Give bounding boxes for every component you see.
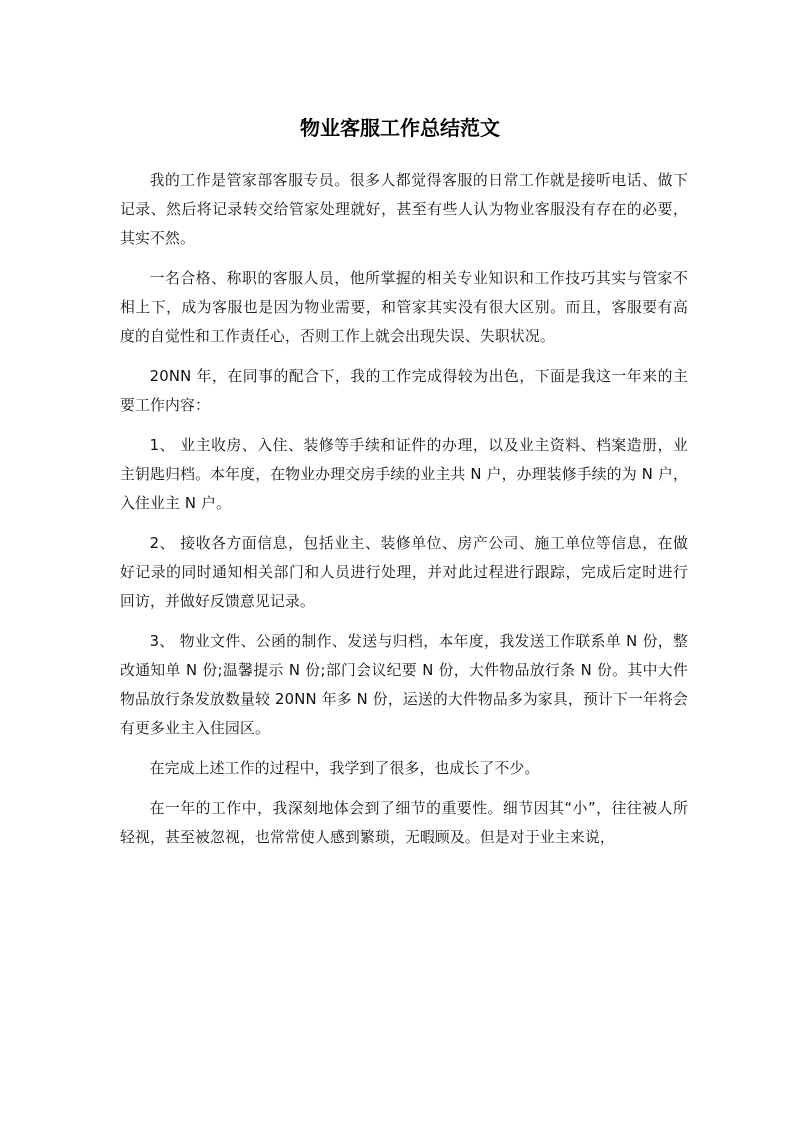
paragraph-item-3: 3、 物业文件、公函的制作、发送与归档，本年度，我发送工作联系单 N 份，整改通知单 N 份;温馨提示 N 份;部门会议纪要 N 份，大件物品放行条 N 份。其中大件物品放行条发放数量较 20NN 年多 N 份，运送的大件物品多为家具，预计下一年将会有更多业主入住园区。 bbox=[120, 633, 688, 737]
paragraph-item-2: 2、 接收各方面信息，包括业主、装修单位、房产公司、施工单位等信息，在做好记录的同时通知相关部门和人员进行处理，并对此过程进行跟踪，完成后定时进行回访，并做好反馈意见记录。 bbox=[120, 535, 688, 610]
paragraph-intro: 我的工作是管家部客服专员。很多人都觉得客服的日常工作就是接听电话、做下记录、然后将记录转交给管家处理就好，甚至有些人认为物业客服没有存在的必要，其实不然。 bbox=[120, 172, 688, 247]
paragraph-item-1: 1、 业主收房、入住、装修等手续和证件的办理，以及业主资料、档案造册，业主钥匙归档。本年度，在物业办理交房手续的业主共 N 户，办理装修手续的为 N 户，入住业主 N 户。 bbox=[120, 437, 688, 512]
paragraph-qualified-staff: 一名合格、称职的客服人员，他所掌握的相关专业知识和工作技巧其实与管家不相上下，成为客服也是因为物业需要，和管家其实没有很大区别。而且，客服要有高度的自觉性和工作责任心，否则工作上就会出现失误、失职状况。 bbox=[120, 270, 688, 345]
document-title: 物业客服工作总结范文 bbox=[300, 116, 500, 140]
document-body bbox=[120, 166, 688, 863]
paragraph-details: 在一年的工作中，我深刻地体会到了细节的重要性。细节因其“小”，往往被人所轻视，甚至被忽视，也常常使人感到繁琐，无暇顾及。但是对于业主来说， bbox=[120, 800, 688, 846]
paragraph-year-summary: 20NN 年，在同事的配合下，我的工作完成得较为出色，下面是我这一年来的主要工作内容： bbox=[120, 368, 688, 414]
paragraph-growth: 在完成上述工作的过程中，我学到了很多，也成长了不少。 bbox=[149, 760, 540, 777]
